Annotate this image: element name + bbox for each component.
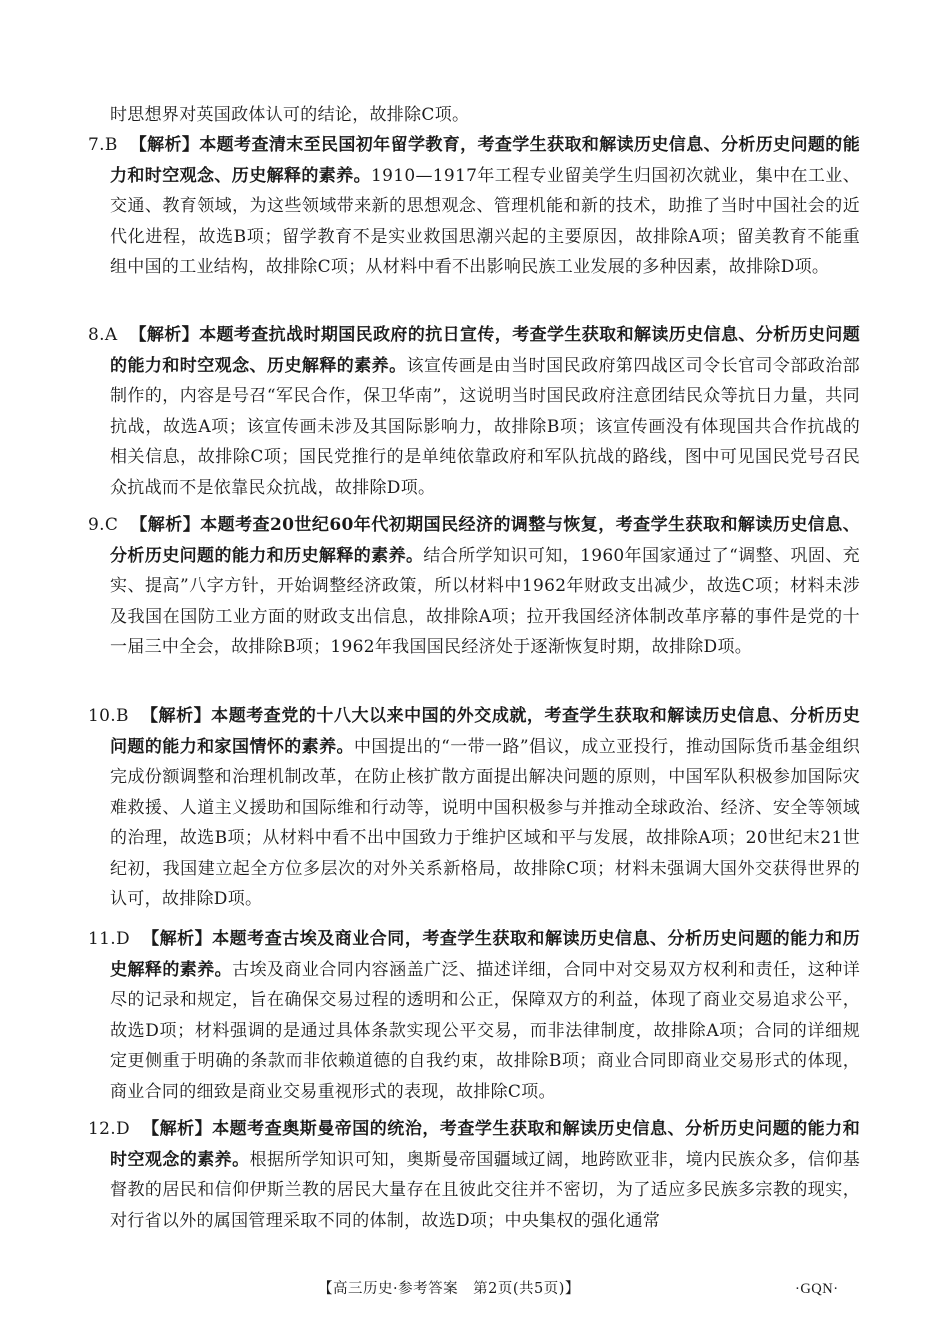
analysis-text: 结合所学知识可知，1960年国家通过了“调整、巩固、充实、提高”八字方针，开始调整经济政策，所以材料中1962年财政支出减少，故选C项；材料未涉及我国在国防工业方面的财政支出信息，故排除A项；拉开我国经济体制改革序幕的事件是党的十一届三中全会，故排除B项；1962年我国国民经济处于逐渐恢复时期，故排除D项。 (110, 545, 860, 657)
item-answer: B (115, 706, 129, 726)
analysis-text: 1910—1917年工程专业留美学生归国初次就业，集中在工业、交通、教育领域，为这些领域带来新的思想观念、管理机能和新的技术，助推了当时中国社会的近代化进程，故选B项；留学教育不是实业救国思潮兴起的主要原因，故排除A项；留美教育不能重组中国的工业结构，故排除C项；从材料中看不出影响民族工业发展的多种因素，故排除D项。 (110, 165, 861, 277)
analysis-tag: 【解析】 (141, 929, 213, 949)
answer-item-7 (88, 130, 860, 283)
item-answer: B (104, 135, 118, 155)
item-number: 8. (88, 325, 105, 345)
analysis-summary: 本题考查奥斯曼帝国的统治，考查学生获取和解读历史信息、分析历史问题的能力和时空观念的素养。 (110, 1119, 860, 1170)
item-number: 11. (88, 929, 116, 949)
analysis-summary: 本题考查抗战时期国民政府的抗日宣传，考查学生获取和解读历史信息、分析历史问题的能力和时空观念、历史解释的素养。 (110, 325, 861, 376)
footer-page-info: 【高三历史·参考答案 第2页(共5页)】 (318, 1281, 580, 1297)
answer-item-9 (88, 510, 860, 663)
item-number: 7. (88, 135, 105, 155)
item-number: 9. (88, 515, 105, 535)
analysis-tag: 【解析】 (129, 325, 200, 345)
continuation-text: 时思想界对英国政体认可的结论，故排除C项。 (110, 105, 470, 125)
item-number: 10. (88, 706, 116, 726)
analysis-text: 根据所学知识可知，奥斯曼帝国疆域辽阔，地跨欧亚非，境内民族众多，信仰基督教的居民和信仰伊斯兰教的居民大量存在且彼此交往并不密切，为了适应多民族多宗教的现实，对行省以外的属国管理采取不同的体制，故选D项；中央集权的强化通常 (110, 1149, 860, 1231)
analysis-summary: 本题考查古埃及商业合同，考查学生获取和解读历史信息、分析历史问题的能力和历史解释的素养。 (110, 929, 860, 980)
answer-item-10 (88, 701, 860, 915)
item-answer: A (104, 325, 118, 345)
answer-item-8 (88, 320, 860, 503)
analysis-text: 古埃及商业合同内容涵盖广泛、描述详细，合同中对交易双方权利和责任，这种详尽的记录和规定，旨在确保交易过程的透明和公正，保障双方的利益，体现了商业交易追求公平，故选D项；材料强调的是通过具体条款实现公平交易，而非法律制度，故排除A项；合同的详细规定更侧重于明确的条款而非依赖道德的自我约束，故排除B项；商业合同即商业交易形式的体现，商业合同的细致是商业交易重视形式的表现，故排除C项。 (110, 959, 860, 1102)
item-number: 12. (88, 1119, 116, 1139)
analysis-summary: 本题考查20世纪60年代初期国民经济的调整与恢复，考查学生获取和解读历史信息、分析历史问题的能力和历史解释的素养。 (110, 515, 860, 566)
answer-item-11 (88, 924, 860, 1107)
analysis-tag: 【解析】 (130, 515, 201, 535)
item-answer: C (104, 515, 119, 535)
analysis-tag: 【解析】 (140, 706, 212, 726)
analysis-summary: 本题考查党的十八大以来中国的外交成就，考查学生获取和解读历史信息、分析历史问题的能力和家国情怀的素养。 (110, 706, 860, 757)
analysis-text: 中国提出的“一带一路”倡议，成立亚投行，推动国际货币基金组织完成份额调整和治理机制改革，在防止核扩散方面提出解决问题的原则，中国军队积极参加国际灾难救援、人道主义援助和国际维和行动等，说明中国积极参与并推动全球政治、经济、安全等领域的治理，故选B项；从材料中看不出中国致力于维护区域和平与发展，故排除A项；20世纪末21世纪初，我国建立起全方位多层次的对外关系新格局，故排除C项；材料未强调大国外交获得世界的认可，故排除D项。 (110, 736, 860, 909)
footer-code: ·GQN· (795, 1281, 839, 1297)
item-answer: D (115, 1119, 130, 1139)
analysis-tag: 【解析】 (129, 135, 200, 155)
item-answer: D (115, 929, 130, 949)
analysis-text: 该宣传画是由当时国民政府第四战区司令长官司令部政治部制作的，内容是号召“军民合作，保卫华南”，这说明当时国民政府注意团结民众等抗日力量，共同抗战，故选A项；该宣传画未涉及其国际影响力，故排除B项；该宣传画没有体现国共合作抗战的相关信息，故排除C项；国民党推行的是单纯依靠政府和军队抗战的路线，图中可见国民党号召民众抗战而不是依靠民众抗战，故排除D项。 (110, 355, 860, 498)
answer-item-12 (88, 1114, 860, 1236)
analysis-tag: 【解析】 (141, 1119, 213, 1139)
analysis-summary: 本题考查清末至民国初年留学教育，考查学生获取和解读历史信息、分析历史问题的能力和时空观念、历史解释的素养。 (110, 135, 860, 186)
